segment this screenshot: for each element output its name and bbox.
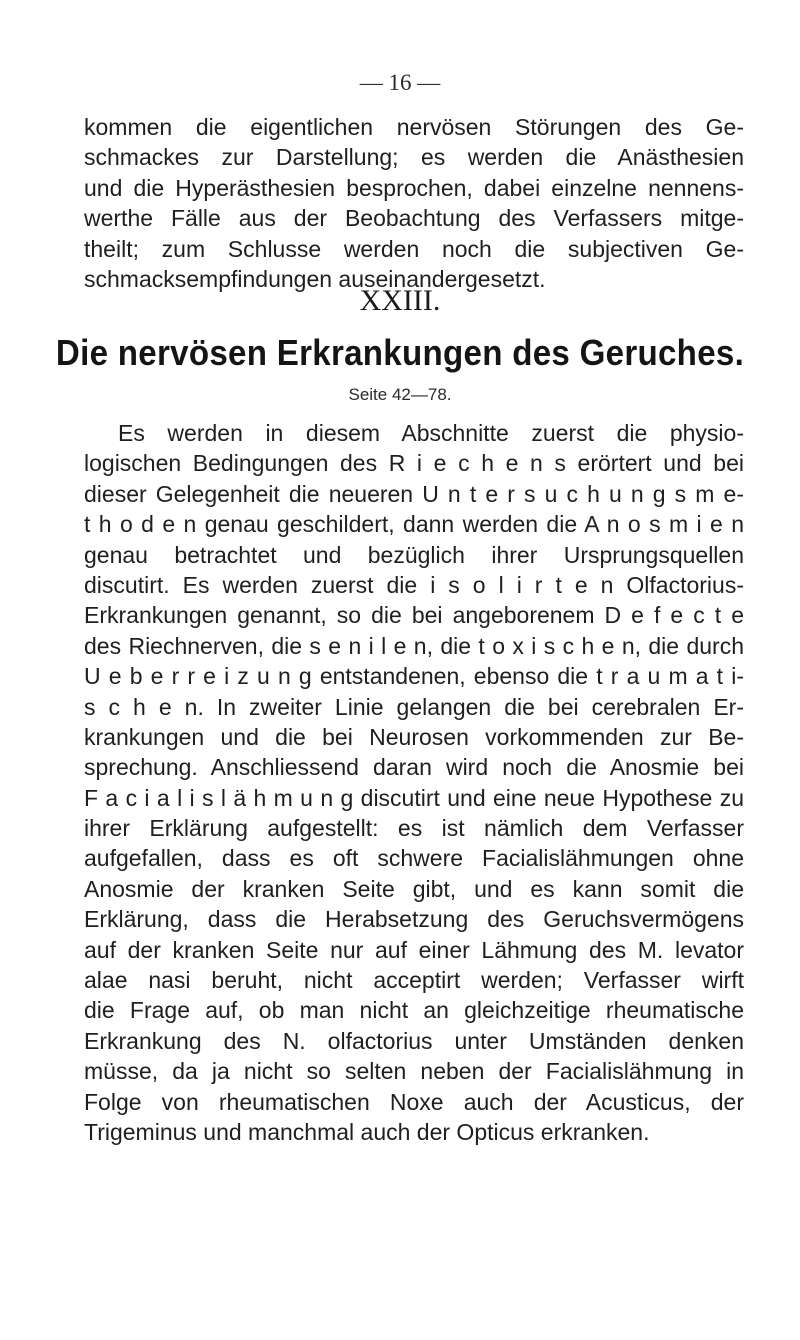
text-line: logischen Bedingungen des R i e c h e n s erörtert und bei bbox=[84, 450, 744, 477]
text-line: des Riechnerven, die s e n i l e n, die t o x i s c h e n, die durch bbox=[84, 632, 744, 659]
text-line: U e b e r r e i z u n g entstandenen, ebenso die t r a u m a t i- bbox=[84, 663, 744, 690]
body-paragraph bbox=[84, 418, 744, 1147]
text-line: Erklärung, dass die Herabsetzung des Geruchsvermögens bbox=[84, 906, 744, 933]
section-page-range: Seite 42—78. bbox=[348, 385, 452, 404]
text-line: schmackes zur Darstellung; es werden die Anästhesien bbox=[84, 144, 744, 171]
section-title: Die nervösen Erkrankungen des Geruches. bbox=[55, 332, 745, 373]
text-line: Erkrankungen genannt, so die bei angeborenem D e f e c t e bbox=[84, 602, 744, 629]
text-line: theilt; zum Schlusse werden noch die subjectiven Ge- bbox=[84, 235, 744, 262]
text-line: dieser Gelegenheit die neueren U n t e r s u c h u n g s m e- bbox=[84, 480, 744, 507]
text-line: alae nasi beruht, nicht acceptirt werden; Verfasser wirft bbox=[84, 967, 744, 994]
text-line: aufgefallen, dass es oft schwere Facialislähmungen ohne bbox=[84, 845, 744, 872]
text-line: Es werden in diesem Abschnitte zuerst die physio- bbox=[118, 420, 744, 446]
text-line: s c h e n. In zweiter Linie gelangen die bei cerebralen Er- bbox=[84, 693, 744, 720]
text-line: F a c i a l i s l ä h m u n g discutirt und eine neue Hypothese zu bbox=[84, 784, 744, 811]
text-line: Anosmie der kranken Seite gibt, und es kann somit die bbox=[84, 875, 744, 902]
page-number: — 16 — bbox=[359, 70, 441, 95]
text-line: müsse, da ja nicht so selten neben der Facialislähmung in bbox=[84, 1058, 744, 1085]
text-line: auf der kranken Seite nur auf einer Lähmung des M. levator bbox=[84, 936, 744, 963]
text-line: kommen die eigentlichen nervösen Störungen des Ge- bbox=[84, 114, 744, 140]
text-line: genau betrachtet und bezüglich ihrer Ursprungsquellen bbox=[84, 541, 744, 568]
section-number: XXIII. bbox=[359, 284, 441, 317]
text-line: ihrer Erklärung aufgestellt: es ist nämlich dem Verfasser bbox=[84, 815, 744, 842]
text-line: Folge von rheumatischen Noxe auch der Acusticus, der bbox=[84, 1088, 744, 1115]
text-line: Erkrankung des N. olfactorius unter Umständen denken bbox=[84, 1027, 744, 1054]
text-line: werthe Fälle aus der Beobachtung des Verfassers mitge- bbox=[84, 205, 744, 232]
text-line: sprechung. Anschliessend daran wird noch die Anosmie bei bbox=[84, 754, 744, 781]
text-line: krankungen und die bei Neurosen vorkommenden zur Be- bbox=[84, 723, 744, 750]
text-line: Trigeminus und manchmal auch der Opticus erkranken. bbox=[84, 1118, 650, 1145]
text-line: und die Hyperästhesien besprochen, dabei einzelne nennens- bbox=[84, 174, 744, 201]
text-line: discutirt. Es werden zuerst die i s o l i r t e n Olfactorius- bbox=[84, 571, 744, 598]
text-line: t h o d e n genau geschildert, dann werden die A n o s m i e n bbox=[84, 511, 744, 538]
text-line: schmacksempfindungen auseinandergesetzt. bbox=[84, 265, 546, 292]
text-line: die Frage auf, ob man nicht an gleichzeitige rheumatische bbox=[84, 997, 744, 1024]
intro-paragraph bbox=[84, 112, 744, 294]
